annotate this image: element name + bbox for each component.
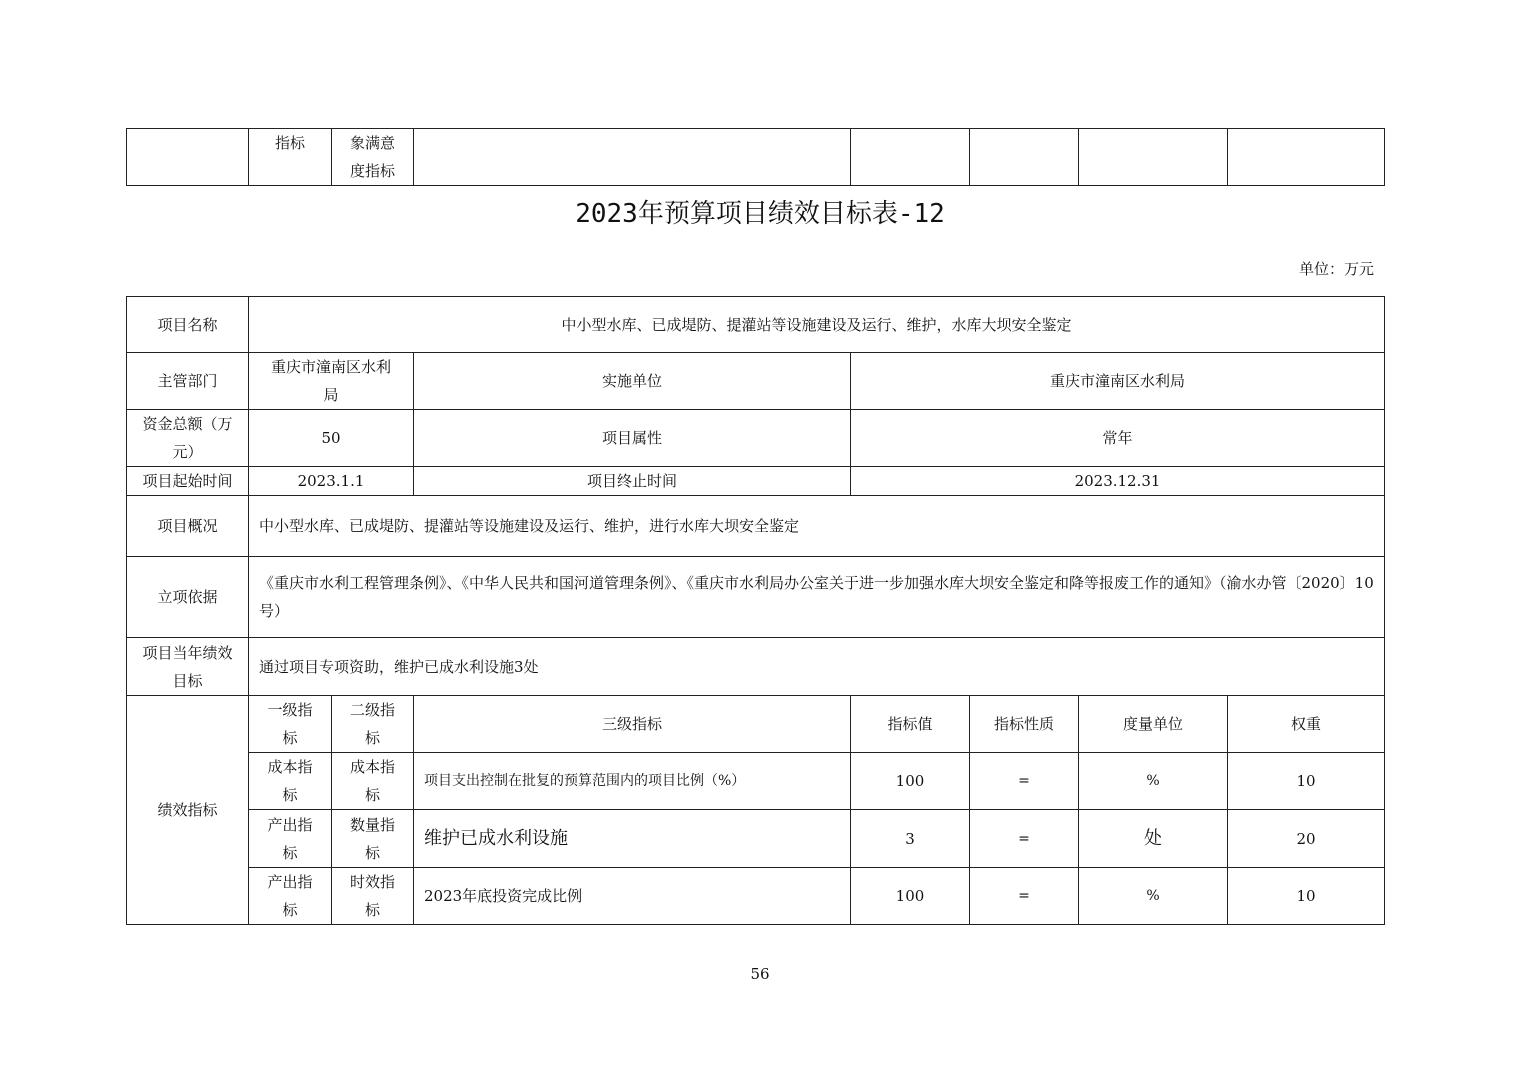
label-overview: 项目概况 <box>127 496 249 557</box>
row-department <box>127 353 1385 410</box>
row-unit: % <box>1079 753 1228 810</box>
empty-cell <box>127 129 249 186</box>
row-funding <box>127 410 1385 467</box>
empty-cell <box>1079 129 1228 186</box>
header-level3: 三级指标 <box>414 696 851 753</box>
label-end-time: 项目终止时间 <box>414 467 851 496</box>
continuation-table <box>126 128 1385 186</box>
row-value: 3 <box>851 810 970 868</box>
row-nature: = <box>970 868 1079 925</box>
header-value: 指标值 <box>851 696 970 753</box>
row-unit: 处 <box>1079 810 1228 868</box>
value-goal: 通过项目专项资助，维护已成水利设施3处 <box>249 638 1385 696</box>
label-implementing-unit: 实施单位 <box>414 353 851 410</box>
label-project-name: 项目名称 <box>127 297 249 353</box>
performance-table <box>126 296 1385 925</box>
row-basis <box>127 557 1385 638</box>
label-goal: 项目当年绩效 目标 <box>127 638 249 696</box>
table-row <box>127 753 1385 810</box>
empty-cell <box>414 129 851 186</box>
row-goal <box>127 638 1385 696</box>
label-funding: 资金总额（万 元） <box>127 410 249 467</box>
value-overview: 中小型水库、已成堤防、提灌站等设施建设及运行、维护，进行水库大坝安全鉴定 <box>249 496 1385 557</box>
value-project-name: 中小型水库、已成堤防、提灌站等设施建设及运行、维护，水库大坝安全鉴定 <box>249 297 1385 353</box>
row-level1: 成本指 标 <box>249 753 332 810</box>
row-level2: 时效指 标 <box>332 868 414 925</box>
header-unit: 度量单位 <box>1079 696 1228 753</box>
row-level3: 项目支出控制在批复的预算范围内的项目比例（%） <box>414 753 851 810</box>
row-weight: 10 <box>1228 868 1385 925</box>
label-project-attribute: 项目属性 <box>414 410 851 467</box>
value-department: 重庆市潼南区水利 局 <box>249 353 414 410</box>
row-nature: = <box>970 810 1079 868</box>
header-weight: 权重 <box>1228 696 1385 753</box>
row-weight: 10 <box>1228 753 1385 810</box>
row-value: 100 <box>851 753 970 810</box>
table-row <box>127 810 1385 868</box>
empty-cell <box>851 129 970 186</box>
page-number: 56 <box>750 965 770 983</box>
row-level2: 成本指 标 <box>332 753 414 810</box>
row-level3: 2023年底投资完成比例 <box>414 868 851 925</box>
row-indicator-header <box>127 696 1385 753</box>
level1-cell: 指标 <box>249 129 332 186</box>
page-title: 2023年预算项目绩效目标表-12 <box>575 199 945 229</box>
row-time <box>127 467 1385 496</box>
value-funding: 50 <box>249 410 414 467</box>
row-level3: 维护已成水利设施 <box>414 810 851 868</box>
empty-cell <box>1228 129 1385 186</box>
row-project-name <box>127 297 1385 353</box>
value-basis: 《重庆市水利工程管理条例》、《中华人民共和国河道管理条例》、《重庆市水利局办公室关于进一步加强水库大坝安全鉴定和降等报废工作的通知》（渝水办管〔2020〕10号） <box>249 557 1385 638</box>
row-level1: 产出指 标 <box>249 810 332 868</box>
value-start-time: 2023.1.1 <box>249 467 414 496</box>
value-end-time: 2023.12.31 <box>851 467 1385 496</box>
header-level1: 一级指 标 <box>249 696 332 753</box>
table-row <box>127 868 1385 925</box>
header-level2: 二级指 标 <box>332 696 414 753</box>
label-start-time: 项目起始时间 <box>127 467 249 496</box>
unit-label: 单位：万元 <box>1298 260 1374 278</box>
row-nature: = <box>970 753 1079 810</box>
level2-cell: 象满意 度指标 <box>332 129 414 186</box>
row-weight: 20 <box>1228 810 1385 868</box>
row-level2: 数量指 标 <box>332 810 414 868</box>
label-department: 主管部门 <box>127 353 249 410</box>
label-basis: 立项依据 <box>127 557 249 638</box>
row-value: 100 <box>851 868 970 925</box>
value-project-attribute: 常年 <box>851 410 1385 467</box>
header-nature: 指标性质 <box>970 696 1079 753</box>
row-unit: % <box>1079 868 1228 925</box>
empty-cell <box>970 129 1079 186</box>
row-level1: 产出指 标 <box>249 868 332 925</box>
row-overview <box>127 496 1385 557</box>
label-indicators: 绩效指标 <box>127 696 249 925</box>
value-implementing-unit: 重庆市潼南区水利局 <box>851 353 1385 410</box>
